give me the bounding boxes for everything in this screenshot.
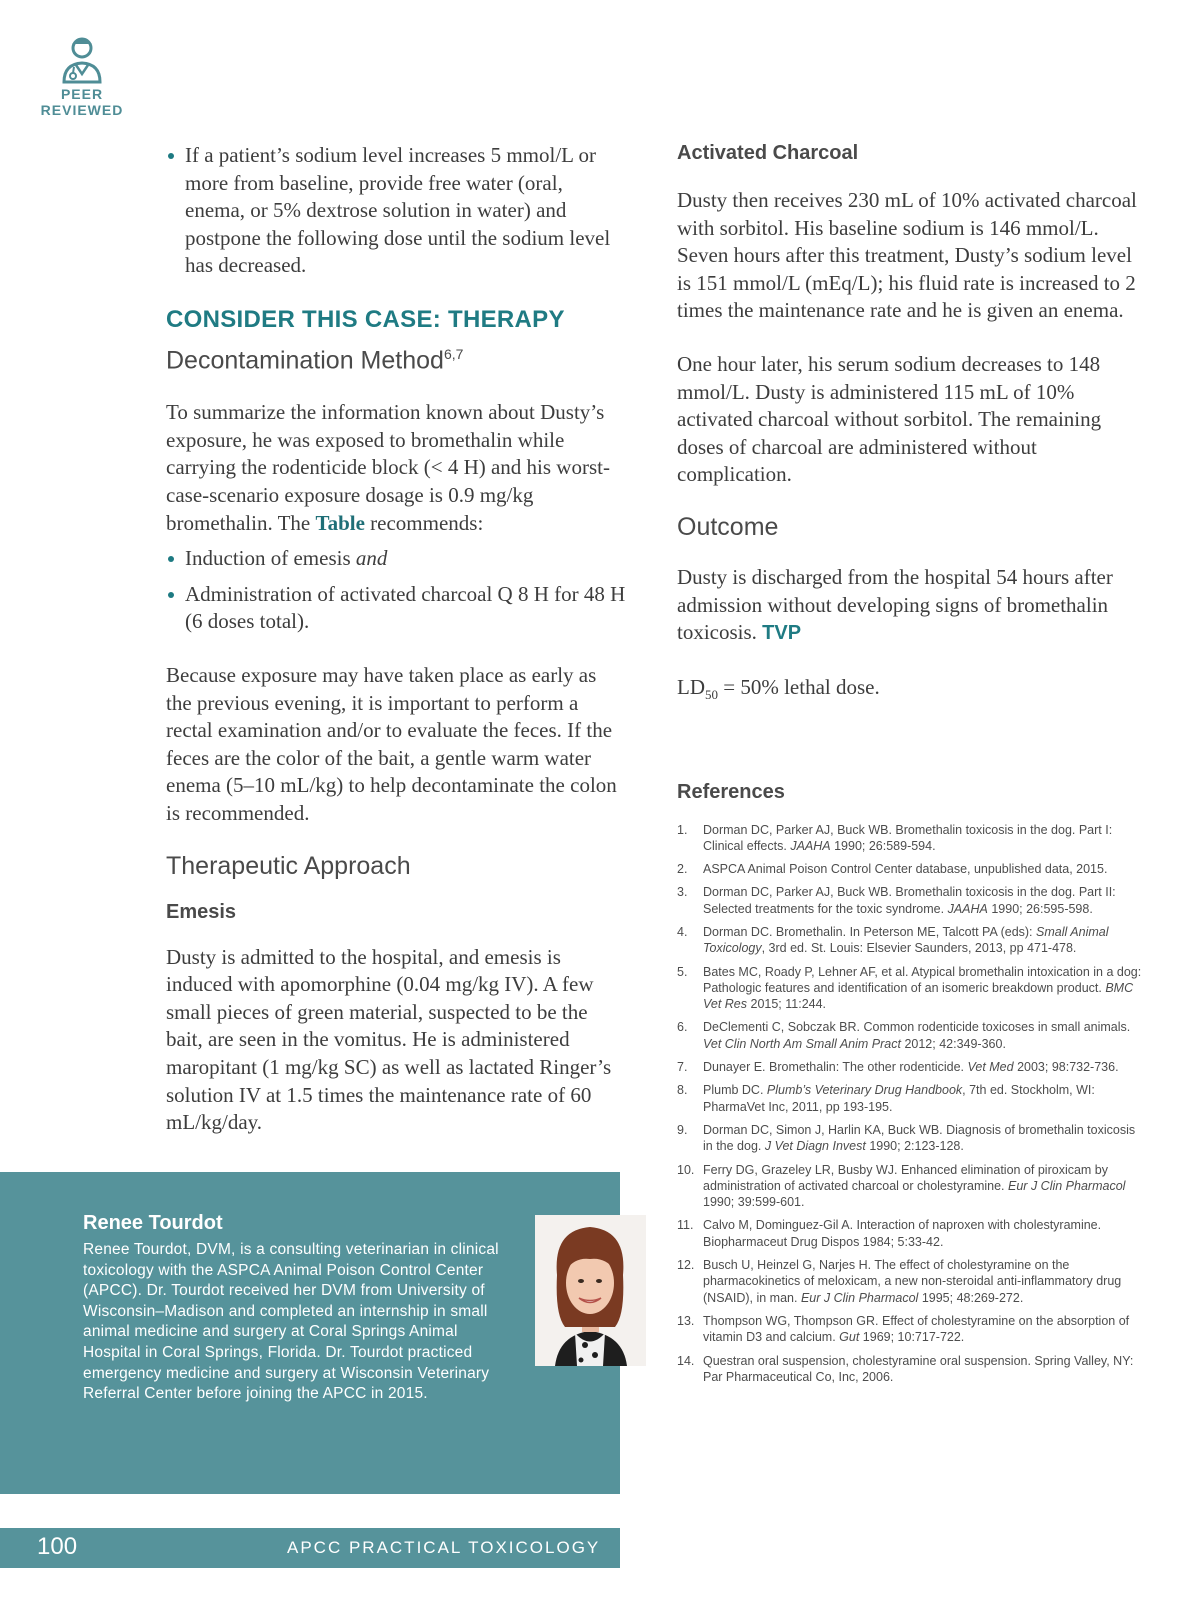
reference-item: 10. Ferry DG, Grazeley LR, Busby WJ. Enhanced elimination of piroxicam by administration of activated charcoal or cholestyramine. Eur J Clin Pharmacol 1990; 39:599-601. [677, 1162, 1126, 1210]
doctor-icon [60, 34, 104, 86]
publication-title: APCC PRACTICAL TOXICOLOGY [287, 1538, 601, 1557]
therapeutic-approach-heading: Therapeutic Approach [166, 851, 411, 880]
reference-number: 12. [677, 1258, 695, 1273]
reference-number: 5. [677, 964, 688, 979]
table-link[interactable]: Table [315, 510, 365, 535]
badge-line-1: PEER [60, 86, 104, 102]
summary-paragraph: To summarize the information known about Dusty’s exposure, he was exposed to bromethalin while carrying the rodenticide block (< 4 H) and his worst-case-scenario exposure dosage is 0.9 mg/kg bromethalin. The Table recommends: [166, 400, 610, 535]
reference-item: 8. Plumb DC. Plumb’s Veterinary Drug Handbook, 7th ed. Stockholm, WI: PharmaVet Inc, 2011, pp 193-195. [677, 1083, 1095, 1114]
reference-item: 6. DeClementi C, Sobczak BR. Common rodenticide toxicoses in small animals. Vet Clin North Am Small Anim Pract 2012; 42:349-360. [677, 1020, 1131, 1051]
references-heading: References [677, 780, 785, 803]
reference-item: 7. Dunayer E. Bromethalin: The other rodenticide. Vet Med 2003; 98:732-736. [677, 1060, 1119, 1075]
reference-number: 9. [677, 1122, 688, 1137]
reference-number: 4. [677, 924, 688, 939]
peer-reviewed-badge [38, 34, 126, 118]
reference-number: 11. [677, 1218, 694, 1233]
reference-item: 9. Dorman DC, Simon J, Harlin KA, Buck WB. Diagnosis of bromethalin toxicosis in the dog. J Vet Diagn Invest 1990; 2:123-128. [677, 1122, 1136, 1154]
recommendation-item: Induction of emesis and [166, 545, 626, 573]
author-photo [535, 1215, 646, 1366]
emesis-heading: Emesis [166, 900, 237, 923]
reference-item: 14. Questran oral suspension, cholestyramine oral suspension. Spring Valley, NY: Par Pharmaceutical Co, Inc, 2006. [677, 1353, 1134, 1384]
right-column [677, 142, 1147, 1392]
case-heading: CONSIDER THIS CASE: THERAPY [166, 305, 565, 333]
reference-number: 1. [677, 822, 688, 837]
charcoal-paragraph-2: One hour later, his serum sodium decreases to 148 mmol/L. Dusty is administered 115 mL of 10% activated charcoal without sorbitol. The remaining doses of charcoal are administered without complication. [677, 351, 1102, 487]
reference-number: 14. [677, 1353, 695, 1368]
tvp-logo: TVP [762, 622, 802, 645]
author-name: Renee Tourdot [83, 1212, 223, 1234]
because-paragraph: Because exposure may have taken place as early as the previous evening, it is important to perform a rectal examination and/or to evaluate the feces. If the feces are the color of the bait, a gentle warm water enema (5–10 mL/kg) to help decontaminate the colon is recommended. [166, 663, 617, 826]
activated-charcoal-heading: Activated Charcoal [677, 142, 859, 164]
charcoal-paragraph-1: Dusty then receives 230 mL of 10% activated charcoal with sorbitol. His baseline sodium is 146 mmol/L. Seven hours after this treatment, Dusty’s sodium level is 151 mmol/L (mEq/L); his fluid rate is increased to 2 times the maintenance rate and he is given an enema. [677, 188, 1137, 323]
decontamination-heading: Decontamination Method$^{6,7}$ [166, 345, 464, 375]
reference-number: 3. [677, 885, 688, 900]
reference-number: 8. [677, 1083, 688, 1098]
decontamination-citation: 6,7 [443, 345, 464, 362]
outcome-heading: Outcome [677, 512, 779, 541]
page-number: 100 [37, 1533, 78, 1560]
reference-number: 6. [677, 1020, 688, 1035]
reference-item: 13. Thompson WG, Thompson GR. Effect of cholestyramine on the absorption of vitamin D3 and calcium. Gut 1969; 10:717-722. [677, 1313, 1130, 1345]
outcome-paragraph: Dusty is discharged from the hospital 54 hours after admission without developing signs of bromethalin toxicosis. TVP [677, 564, 1113, 645]
author-bio-text: Renee Tourdot, DVM, is a consulting veterinarian in clinical toxicology with the ASPCA Animal Poison Control Center (APCC). Dr. Tourdot received her DVM from University of Wisconsin–Madison and completed an internship in small animal medicine and surgery at Coral Springs Animal Hospital in Coral Springs, Florida. Dr. Tourdot practiced emergency medicine and surgery at Wisconsin Veterinary Referral Center before joining the APCC in 2015. [83, 1241, 499, 1403]
badge-line-2: REVIEWED [40, 102, 124, 118]
intro-bullet: If a patient’s sodium level increases 5 mmol/L or more from baseline, provide free water (oral, enema, or 5% dextrose solution in water) and postpone the following dose until the sodium level has decreased. [166, 142, 626, 280]
left-column [166, 142, 626, 1137]
ld50-note: $LD_{50} = 50\%$ lethal dose. [677, 674, 880, 702]
recommendation-list [166, 545, 626, 636]
reference-number: 13. [677, 1313, 695, 1328]
reference-item: 1. Dorman DC, Parker AJ, Buck WB. Bromethalin toxicosis in the dog. Part I: Clinical effects. JAAHA 1990; 26:589-594. [677, 822, 1113, 853]
recommendation-item: Administration of activated charcoal Q 8 H for 48 H (6 doses total). [166, 581, 626, 636]
emesis-paragraph: Dusty is admitted to the hospital, and emesis is induced with apomorphine (0.04 mg/kg IV). A few small pieces of green material, suspected to be the bait, are seen in the vomitus. He is administered maropitant (1 mg/kg SC) as well as lactated Ringer’s solution IV at 1.5 times the maintenance rate of 60 mL/kg/day. [166, 944, 612, 1135]
references-list [677, 822, 1147, 1386]
intro-bullet-list [166, 142, 626, 280]
reference-item: 5. Bates MC, Roady P, Lehner AF, et al. Atypical bromethalin intoxication in a dog: Pathologic features and identification of an isomeric breakdown product. BMC Vet Res 2015; 11:244. [677, 964, 1142, 1012]
reference-item: 11. Calvo M, Dominguez-Gil A. Interaction of naproxen with cholestyramine. Biopharmaceut Drug Dispos 1984; 5:33-42. [677, 1218, 1102, 1249]
reference-number: 2. [677, 862, 688, 877]
reference-number: 7. [677, 1060, 688, 1075]
reference-item: 3. Dorman DC, Parker AJ, Buck WB. Bromethalin toxicosis in the dog. Part II: Selected treatments for the toxic syndrome. JAAHA 1990; 26:595-598. [677, 885, 1116, 916]
reference-item: 4. Dorman DC. Bromethalin. In Peterson ME, Talcott PA (eds): Small Animal Toxicology, 3rd ed. St. Louis: Elsevier Saunders, 2013, pp 471-478. [677, 924, 1109, 956]
reference-item: 12. Busch U, Heinzel G, Narjes H. The effect of cholestyramine on the pharmacokinetics of meloxicam, a new non-steroidal anti-inflammatory drug (NSAID), in man. Eur J Clin Pharmacol 1995; 48:269-272. [677, 1258, 1122, 1305]
reference-number: 10. [677, 1162, 695, 1177]
reference-item: 2. ASPCA Animal Poison Control Center database, unpublished data, 2015. [677, 862, 1108, 877]
